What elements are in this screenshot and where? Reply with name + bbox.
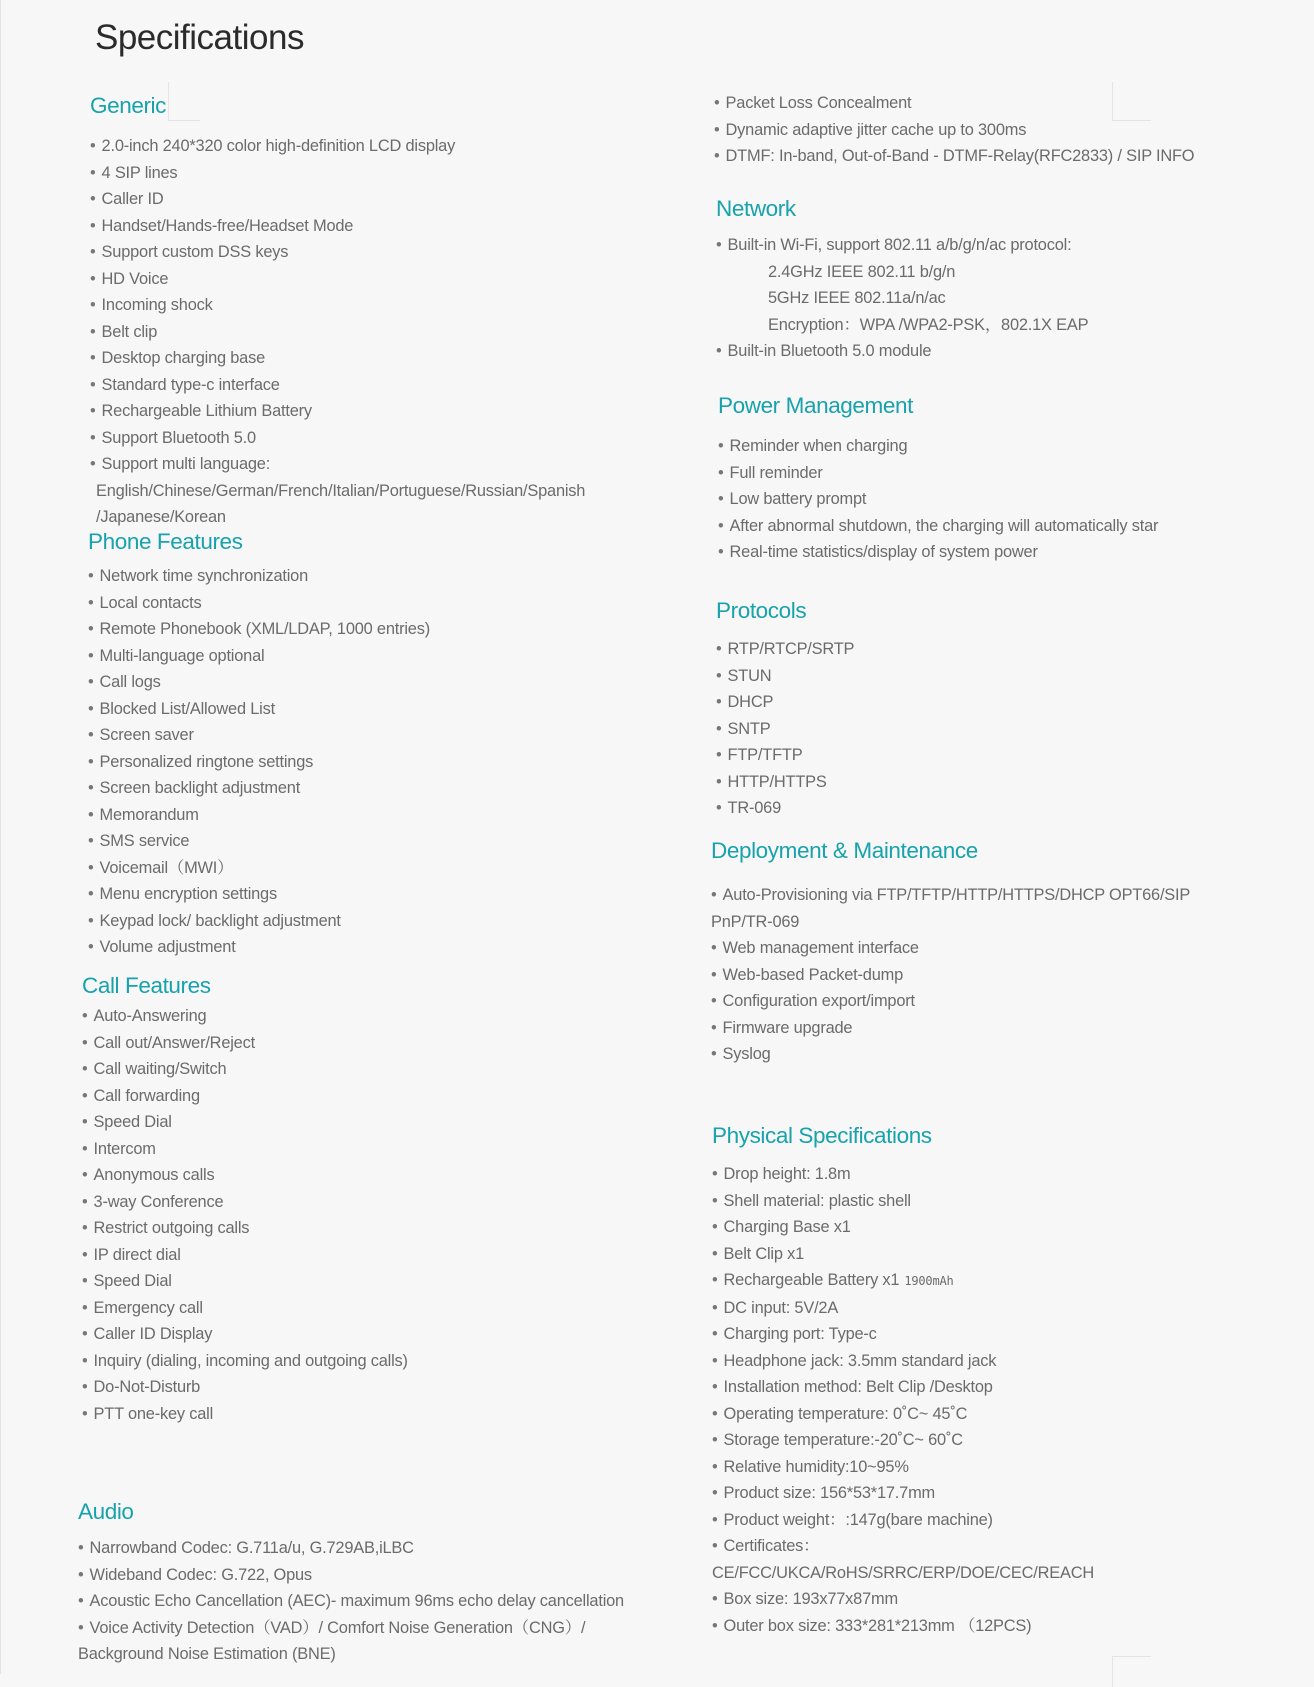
- list-item-text: Caller ID Display: [93, 1325, 213, 1343]
- list-item-text: Inquiry (dialing, incoming and outgoing calls): [93, 1351, 408, 1370]
- list-item: [712, 1480, 1094, 1507]
- list-item: [712, 1321, 1094, 1348]
- list-item-text: After abnormal shutdown, the charging will automatically star: [729, 516, 1159, 535]
- list-item: [90, 372, 585, 399]
- list-item-text: Intercom: [93, 1139, 156, 1158]
- section-heading: Physical Specifications: [712, 1123, 932, 1148]
- list-item-text: Support Bluetooth 5.0: [101, 428, 256, 447]
- list-item: [82, 1083, 408, 1110]
- list-item: [88, 696, 430, 723]
- section-call-features: [82, 971, 408, 1427]
- list-item-text: Standard type-c interface: [101, 375, 280, 394]
- list-item: [90, 133, 585, 160]
- spec-list: [711, 882, 1190, 1068]
- list-item: [718, 513, 1158, 540]
- section-network: [716, 194, 1088, 365]
- list-item-text: Support multi language:: [101, 455, 271, 473]
- list-item: [711, 1041, 1190, 1068]
- list-item: [712, 1533, 1094, 1560]
- list-item: [82, 1321, 408, 1348]
- list-item-text: Acoustic Echo Cancellation (AEC)- maximum 96ms echo delay cancellation: [89, 1592, 624, 1610]
- list-item: [711, 988, 1190, 1015]
- list-item-text: Speed Dial: [93, 1113, 172, 1131]
- list-item: [716, 769, 854, 796]
- list-item-text: FTP/TFTP: [727, 746, 803, 764]
- list-item: [88, 669, 430, 696]
- section-audio-continued: [714, 90, 1194, 170]
- list-item-text: Wideband Codec: G.722, Opus: [89, 1565, 312, 1584]
- list-item: [82, 1109, 408, 1136]
- list-item: [90, 266, 585, 293]
- spec-list: [78, 1535, 624, 1668]
- list-item: [90, 451, 585, 478]
- list-item-text: Low battery prompt: [729, 490, 867, 508]
- list-item-continuation: [716, 285, 1088, 312]
- list-item-text: 3-way Conference: [93, 1192, 224, 1211]
- list-item-continuation: [716, 259, 1088, 286]
- list-item-text: Web-based Packet-dump: [722, 965, 903, 984]
- decorative-frame: [1112, 1656, 1151, 1687]
- list-item: [718, 460, 1158, 487]
- list-item-text: Box size: 193x77x87mm: [723, 1590, 898, 1608]
- list-item: [712, 1161, 1094, 1188]
- list-item-text: Call logs: [99, 673, 161, 691]
- list-item-text: Storage temperature:-20˚C~ 60˚C: [723, 1431, 963, 1449]
- list-item: [714, 117, 1194, 144]
- list-item-text: Belt clip: [101, 322, 158, 341]
- list-item: [712, 1401, 1094, 1428]
- section-heading: Network: [716, 196, 796, 221]
- spec-list: [714, 90, 1194, 170]
- list-item: [82, 1003, 408, 1030]
- list-item: [90, 186, 585, 213]
- list-item-text: Volume adjustment: [99, 938, 236, 956]
- list-item: [716, 716, 854, 743]
- list-item: [82, 1401, 408, 1428]
- list-item-text: Auto-Provisioning via FTP/TFTP/HTTP/HTTPS/DHCP OPT66/SIP: [722, 886, 1191, 904]
- list-item-text: Multi-language optional: [99, 646, 265, 665]
- list-item: [88, 908, 430, 935]
- list-item: [716, 338, 1088, 365]
- list-item: [718, 433, 1158, 460]
- list-item: [712, 1427, 1094, 1454]
- list-item: [711, 935, 1190, 962]
- list-item-text: SNTP: [727, 719, 771, 738]
- spec-list: [88, 563, 430, 961]
- list-item-text: 5GHz IEEE 802.11a/n/ac: [768, 289, 946, 307]
- list-item: [712, 1348, 1094, 1375]
- list-item: [712, 1374, 1094, 1401]
- list-item-text: DHCP: [727, 693, 774, 711]
- list-item-text: Headphone jack: 3.5mm standard jack: [723, 1351, 997, 1370]
- section-physical-specifications: [712, 1121, 1094, 1639]
- list-item-text: Background Noise Estimation (BNE): [78, 1645, 336, 1663]
- list-item-text: Support custom DSS keys: [101, 243, 289, 261]
- list-item-text: /Japanese/Korean: [96, 508, 226, 526]
- spec-list: [712, 1161, 1094, 1639]
- list-item-text: SMS service: [99, 832, 190, 850]
- list-item-text: Product weight：:147g(bare machine): [723, 1510, 993, 1529]
- list-item-text: Voice Activity Detection（VAD）/ Comfort Noise Generation（CNG）/: [89, 1618, 586, 1637]
- list-item-text: CE/FCC/UKCA/RoHS/SRRC/ERP/DOE/CEC/REACH: [712, 1563, 1094, 1582]
- list-item-text: 4 SIP lines: [101, 163, 178, 182]
- section-heading: Audio: [78, 1499, 134, 1524]
- list-item-text: Syslog: [722, 1045, 771, 1063]
- list-item: [718, 486, 1158, 513]
- list-item-text: Speed Dial: [93, 1272, 172, 1290]
- list-item: [711, 962, 1190, 989]
- spec-list: [90, 133, 585, 531]
- list-item-text: RTP/RTCP/SRTP: [727, 640, 855, 658]
- list-item: [712, 1241, 1094, 1268]
- list-item-text: DTMF: In-band, Out-of-Band - DTMF-Relay(RFC2833) / SIP INFO: [725, 147, 1195, 165]
- list-item: [90, 425, 585, 452]
- list-item-text: PnP/TR-069: [711, 912, 800, 931]
- list-item-text: Network time synchronization: [99, 567, 309, 585]
- list-item: [711, 1015, 1190, 1042]
- list-item-text: Caller ID: [101, 190, 164, 208]
- list-item-text: PTT one-key call: [93, 1404, 214, 1423]
- list-item: [88, 722, 430, 749]
- section-heading: Power Management: [718, 393, 913, 418]
- list-item: [90, 319, 585, 346]
- list-item: [712, 1454, 1094, 1481]
- list-item-continuation: [90, 478, 585, 505]
- list-item: [712, 1586, 1094, 1613]
- list-item-text: Handset/Hands-free/Headset Mode: [101, 216, 354, 235]
- page-left-border: [0, 0, 1, 1674]
- list-item-text: 2.4GHz IEEE 802.11 b/g/n: [768, 262, 956, 281]
- list-item: [82, 1374, 408, 1401]
- list-item: [78, 1615, 624, 1642]
- list-item-text: IP direct dial: [93, 1245, 181, 1264]
- list-item-text: Rechargeable Lithium Battery: [101, 402, 312, 420]
- list-item-text: HTTP/HTTPS: [727, 772, 827, 791]
- list-item: [82, 1295, 408, 1322]
- list-item-text: Keypad lock/ backlight adjustment: [99, 911, 341, 930]
- list-item-text: Built-in Bluetooth 5.0 module: [727, 342, 932, 360]
- list-item-text: TR-069: [727, 799, 782, 817]
- list-item: [716, 663, 854, 690]
- list-item: [711, 882, 1190, 909]
- list-item-text: Real-time statistics/display of system power: [729, 543, 1038, 561]
- list-item: [712, 1214, 1094, 1241]
- list-item-text: Encryption：WPA /WPA2-PSK，802.1X EAP: [768, 315, 1089, 334]
- list-item-text: Auto-Answering: [93, 1007, 207, 1025]
- section-deployment-maintenance: [711, 836, 1190, 1068]
- spec-list: [82, 1003, 408, 1427]
- list-item: [90, 398, 585, 425]
- list-item: [714, 143, 1194, 170]
- list-item-text: Drop height: 1.8m: [723, 1165, 851, 1183]
- list-item-text: Voicemail（MWI）: [99, 858, 234, 877]
- list-item-text: HD Voice: [101, 269, 169, 288]
- list-item: [716, 742, 854, 769]
- list-item-text: Packet Loss Concealment: [725, 94, 912, 112]
- list-item: [88, 828, 430, 855]
- list-item: [90, 160, 585, 187]
- list-item-text: Product size: 156*53*17.7mm: [723, 1484, 935, 1502]
- spec-list: [718, 433, 1158, 566]
- list-item-text: Shell material: plastic shell: [723, 1191, 911, 1210]
- list-item-text: Narrowband Codec: G.711a/u, G.729AB,iLBC: [89, 1539, 414, 1557]
- list-item-text: Dynamic adaptive jitter cache up to 300ms: [725, 120, 1027, 139]
- list-item: [88, 775, 430, 802]
- list-item-text: Remote Phonebook (XML/LDAP, 1000 entries): [99, 620, 430, 638]
- list-item-text: English/Chinese/German/French/Italian/Portuguese/Russian/Spanish: [96, 481, 586, 500]
- list-item-text: Configuration export/import: [722, 992, 915, 1010]
- list-item-text: Firmware upgrade: [722, 1018, 853, 1037]
- list-item: [88, 749, 430, 776]
- list-item: [78, 1588, 624, 1615]
- list-item: [88, 590, 430, 617]
- section-phone-features: [88, 527, 430, 961]
- list-item: [90, 239, 585, 266]
- section-protocols: [716, 596, 854, 822]
- list-item: [88, 563, 430, 590]
- section-audio: [78, 1497, 624, 1668]
- section-power-management: [718, 391, 1158, 566]
- list-item-text: Rechargeable Battery x1: [723, 1271, 900, 1289]
- section-generic: [90, 91, 585, 531]
- list-item: [90, 213, 585, 240]
- list-item-text: Call forwarding: [93, 1086, 200, 1105]
- list-item-text: Relative humidity:10~95%: [723, 1457, 909, 1476]
- list-item-text: Anonymous calls: [93, 1166, 215, 1184]
- list-item-text: Installation method: Belt Clip /Desktop: [723, 1378, 993, 1396]
- spec-list: [716, 232, 1088, 365]
- list-item-text: Built-in Wi-Fi, support 802.11 a/b/g/n/ac protocol:: [727, 236, 1072, 254]
- list-item: [90, 345, 585, 372]
- page-title: Specifications: [95, 18, 304, 57]
- list-item: [82, 1215, 408, 1242]
- list-item-text: Full reminder: [729, 463, 823, 482]
- list-item: [88, 934, 430, 961]
- list-item: [716, 795, 854, 822]
- list-item: [714, 90, 1194, 117]
- list-item-text: Screen saver: [99, 726, 194, 744]
- list-item: [712, 1507, 1094, 1534]
- list-item-text: Belt Clip x1: [723, 1244, 805, 1263]
- list-item-text: DC input: 5V/2A: [723, 1298, 839, 1317]
- section-heading: Protocols: [716, 598, 807, 623]
- list-item: [712, 1188, 1094, 1215]
- list-item-continuation: [711, 909, 1190, 936]
- list-item: [82, 1189, 408, 1216]
- list-item-text: Web management interface: [722, 939, 919, 957]
- list-item-text: Charging Base x1: [723, 1218, 851, 1236]
- list-item: [712, 1295, 1094, 1322]
- list-item: [88, 643, 430, 670]
- list-item: [712, 1267, 1094, 1295]
- list-item: [88, 802, 430, 829]
- list-item: [716, 232, 1088, 259]
- list-item-text: Call waiting/Switch: [93, 1060, 227, 1078]
- list-item-text: Menu encryption settings: [99, 885, 277, 903]
- list-item-text: Desktop charging base: [101, 349, 265, 367]
- battery-capacity-note: 1900mAh: [904, 1274, 954, 1288]
- list-item-continuation: [78, 1641, 624, 1668]
- section-heading: Phone Features: [88, 529, 243, 554]
- list-item-text: Blocked List/Allowed List: [99, 699, 275, 718]
- list-item: [82, 1242, 408, 1269]
- list-item: [82, 1030, 408, 1057]
- list-item: [716, 636, 854, 663]
- list-item-text: Outer box size: 333*281*213mm （12PCS): [723, 1616, 1032, 1635]
- list-item-text: Charging port: Type-c: [723, 1325, 877, 1343]
- list-item: [88, 616, 430, 643]
- list-item: [88, 855, 430, 882]
- list-item: [82, 1268, 408, 1295]
- section-heading: Deployment & Maintenance: [711, 838, 978, 863]
- list-item: [78, 1535, 624, 1562]
- list-item-text: Do-Not-Disturb: [93, 1378, 201, 1396]
- list-item: [718, 539, 1158, 566]
- list-item: [88, 881, 430, 908]
- list-item-text: Operating temperature: 0˚C~ 45˚C: [723, 1404, 968, 1423]
- list-item-text: STUN: [727, 666, 772, 685]
- list-item-text: Restrict outgoing calls: [93, 1219, 250, 1237]
- list-item-text: Screen backlight adjustment: [99, 779, 301, 797]
- list-item-text: Memorandum: [99, 805, 199, 824]
- list-item-text: Local contacts: [99, 593, 202, 612]
- list-item: [90, 292, 585, 319]
- list-item-text: Emergency call: [93, 1298, 203, 1317]
- list-item: [82, 1348, 408, 1375]
- list-item: [78, 1562, 624, 1589]
- list-item: [82, 1162, 408, 1189]
- list-item-text: Personalized ringtone settings: [99, 752, 314, 771]
- list-item-continuation: [716, 312, 1088, 339]
- list-item-text: Call out/Answer/Reject: [93, 1033, 255, 1052]
- list-item-text: Reminder when charging: [729, 437, 908, 455]
- list-item: [82, 1056, 408, 1083]
- list-item-continuation: [712, 1560, 1094, 1587]
- list-item: [712, 1613, 1094, 1640]
- list-item: [82, 1136, 408, 1163]
- section-heading: Call Features: [82, 973, 211, 998]
- section-heading: Generic: [90, 93, 166, 118]
- spec-list: [716, 636, 854, 822]
- list-item-text: Certificates：: [723, 1537, 820, 1555]
- list-item-text: 2.0-inch 240*320 color high-definition LCD display: [101, 137, 456, 155]
- list-item: [716, 689, 854, 716]
- list-item-text: Incoming shock: [101, 296, 213, 314]
